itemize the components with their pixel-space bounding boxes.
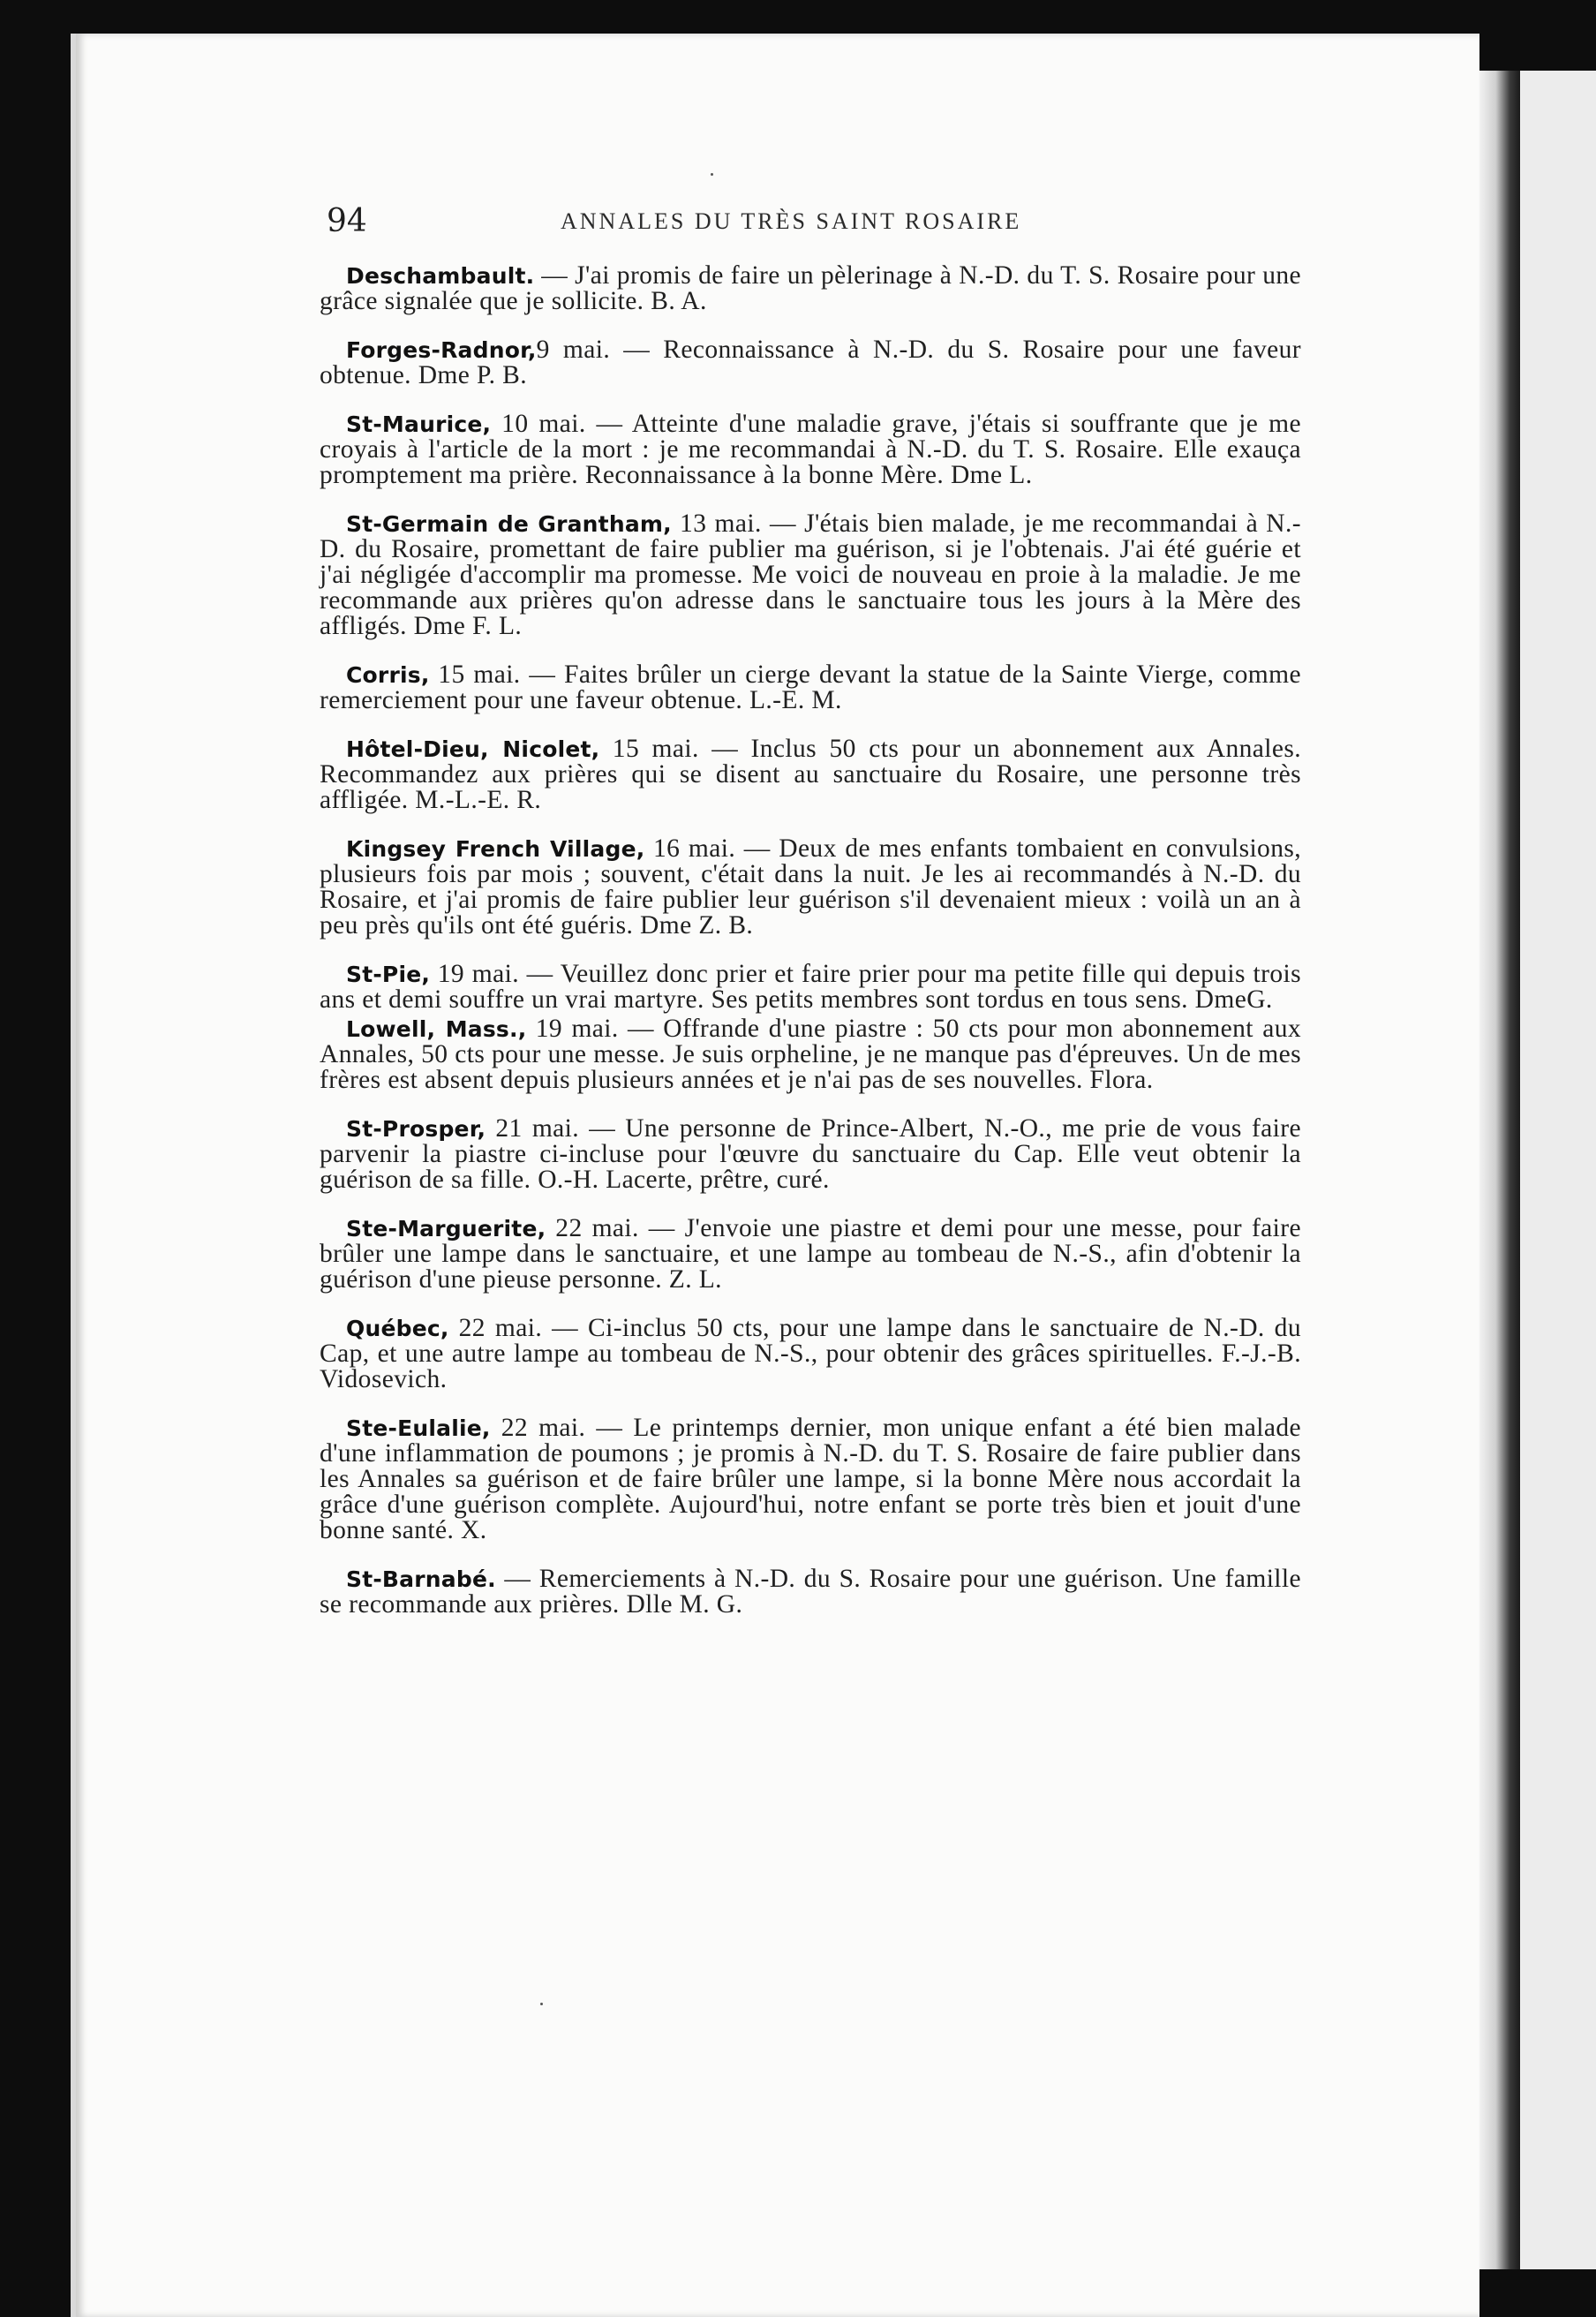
entry-st-prosper bbox=[320, 1116, 1301, 1193]
entry-place: Québec, bbox=[346, 1316, 449, 1341]
entry-text: 22 mai. — Ci-inclus 50 cts, pour une lampe dans le sanctuaire de N.-D. du Cap, et une autre lampe au tombeau de N.-S., pour obtenir des grâces spirituelles. F.-J.-B. Vidosevich. bbox=[320, 1314, 1301, 1393]
entry-hotel-dieu-nicolet bbox=[320, 736, 1301, 813]
entry-place: St-Maurice, bbox=[346, 411, 492, 437]
entry-ste-eulalie bbox=[320, 1415, 1301, 1543]
facing-page-gutter bbox=[1479, 71, 1520, 2269]
entry-text: — J'ai promis de faire un pèlerinage à N.-D. du T. S. Rosaire pour une grâce signalée que je sollicite. B. A. bbox=[320, 261, 1301, 315]
entry-text: 16 mai. — Deux de mes enfants tombaient en convulsions, plusieurs fois par mois ; souvent, c'était dans la nuit. Je les ai recommandés à N.-D. du Rosaire, et j'ai promis de faire publier leur guérison s'il devenaient mieux : voilà un an à peu près qu'ils ont été guéris. Dme Z. B. bbox=[320, 834, 1301, 940]
entry-text: — Remerciements à N.-D. du S. Rosaire pour une guérison. Une famille se recommande aux prières. Dlle M. G. bbox=[320, 1565, 1301, 1619]
entry-corris bbox=[320, 662, 1301, 713]
entry-place: St-Germain de Grantham, bbox=[346, 511, 672, 537]
entry-place: St-Pie, bbox=[346, 962, 431, 987]
entry-forges-radnor bbox=[320, 337, 1301, 389]
entry-st-maurice bbox=[320, 411, 1301, 488]
facing-page bbox=[1520, 71, 1596, 2269]
entry-text: 21 mai. — Une personne de Prince-Albert, N.-O., me prie de vous faire parvenir la piastre ci-incluse pour l'œuvre du sanctuaire du Cap. Elle veut obtenir la guérison de sa fille. O.-H. Lacerte, prêtre, curé. bbox=[320, 1114, 1301, 1194]
entry-place: Hôtel-Dieu, Nicolet, bbox=[346, 736, 600, 762]
scan-speck bbox=[711, 173, 713, 176]
page-body bbox=[320, 263, 1301, 1641]
entry-text: 15 mai. — Inclus 50 cts pour un abonnement aux Annales. Recommandez aux prières qui se disent au sanctuaire du Rosaire, une personne très affligée. M.-L.-E. R. bbox=[320, 735, 1301, 814]
entry-text: 15 mai. — Faites brûler un cierge devant la statue de la Sainte Vierge, comme remerciement pour une faveur obtenue. L.-E. M. bbox=[320, 660, 1301, 714]
scan-speck bbox=[540, 2003, 543, 2005]
entry-st-pie bbox=[320, 962, 1301, 1013]
entry-place: St-Barnabé. bbox=[346, 1566, 496, 1592]
entry-text: 22 mai. — J'envoie une piastre et demi pour une messe, pour faire brûler une lampe dans le sanctuaire, et une lampe au tombeau de N.-S., afin d'obtenir la guérison d'une pieuse personne. Z. L. bbox=[320, 1214, 1301, 1294]
entry-text: 19 mai. — Offrande d'une piastre : 50 cts pour mon abonnement aux Annales, 50 cts pour une messe. Je suis orpheline, je ne manque pas d'épreuves. Un de mes frères est absent depuis plusieurs années et je n'ai pas de ses nouvelles. Flora. bbox=[320, 1015, 1301, 1094]
entry-quebec bbox=[320, 1316, 1301, 1392]
entry-place: Deschambault. bbox=[346, 263, 535, 289]
entry-place: Kingsey French Village, bbox=[346, 836, 645, 862]
entry-text: 13 mai. — J'étais bien malade, je me recommandai à N.-D. du Rosaire, promettant de faire publier ma guérison, si je l'obtenais. J'ai été guérie et j'ai négligée d'accomplir ma promesse. Me voici de nouveau en proie à la maladie. Je me recommande aux prières qu'on adresse dans le sanctuaire tous les jours à la Mère des affligés. Dme F. L. bbox=[320, 509, 1302, 640]
entry-kingsey-french-village bbox=[320, 836, 1301, 939]
entry-place: Forges-Radnor, bbox=[346, 337, 537, 363]
entry-place: Corris, bbox=[346, 662, 430, 688]
entry-text: 10 mai. — Atteinte d'une maladie grave, j'étais si souffrante que je me croyais à l'article de la mort : je me recommandai à N.-D. du T. S. Rosaire. Elle exauça promptement ma prière. Reconnaissance à la bonne Mère. Dme L. bbox=[320, 410, 1301, 489]
entry-st-barnabe bbox=[320, 1566, 1301, 1618]
page-number: 94 bbox=[327, 203, 367, 239]
entry-text: 19 mai. — Veuillez donc prier et faire prier pour ma petite fille qui depuis trois ans et demi souffre un vrai martyre. Ses petits membres sont tordus en tous sens. DmeG. bbox=[320, 960, 1301, 1014]
entry-deschambault bbox=[320, 263, 1301, 314]
entry-lowell-mass bbox=[320, 1016, 1301, 1093]
entry-text: 9 mai. — Reconnaissance à N.-D. du S. Rosaire pour une faveur obtenue. Dme P. B. bbox=[320, 336, 1301, 389]
running-head: ANNALES DU TRÈS SAINT ROSAIRE bbox=[561, 208, 1022, 234]
page-header bbox=[327, 203, 1315, 247]
entry-place: St-Prosper, bbox=[346, 1116, 486, 1142]
entry-place: Ste-Eulalie, bbox=[346, 1415, 491, 1441]
entry-st-germain-de-grantham bbox=[320, 511, 1301, 639]
entry-place: Ste-Marguerite, bbox=[346, 1216, 546, 1242]
entry-text: 22 mai. — Le printemps dernier, mon unique enfant a été bien malade d'une inflammation de poumons ; je promis à N.-D. du T. S. Rosaire de faire publier dans les Annales sa guérison et de faire brûler une lampe, si la bonne Mère nous accordait la grâce d'une guérison complète. Aujourd'hui, notre enfant se porte très bien et jouit d'une bonne santé. X. bbox=[320, 1414, 1301, 1544]
entry-ste-marguerite bbox=[320, 1216, 1301, 1293]
entry-place: Lowell, Mass., bbox=[346, 1016, 527, 1042]
